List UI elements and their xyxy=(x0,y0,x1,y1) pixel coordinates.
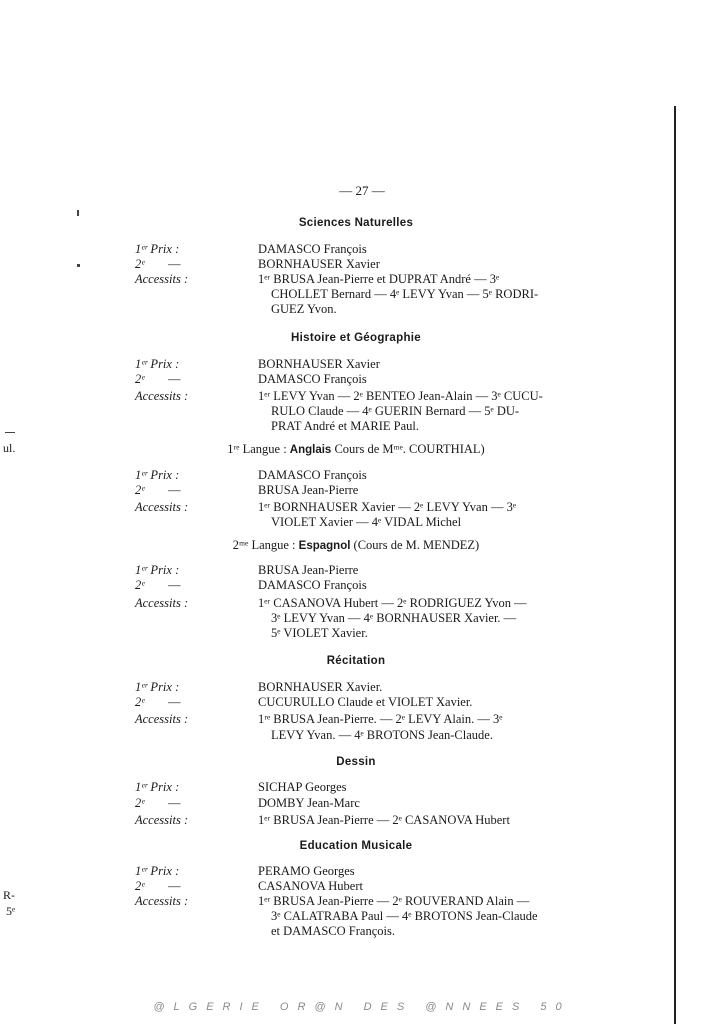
first-prize-row xyxy=(0,562,724,578)
accessits-line: 1ᵉʳ BORNHAUSER Xavier — 2ᵉ LEVY Yvan — 3ᵉ xyxy=(258,500,517,514)
first-prize-row xyxy=(0,356,724,372)
second-prize-dash: — xyxy=(168,483,181,497)
second-prize-row xyxy=(0,371,724,387)
section-title-anglais xyxy=(0,442,712,457)
language-heading-name: Anglais xyxy=(289,444,332,456)
second-prize-winner: CASANOVA Hubert xyxy=(258,879,363,893)
accessits-line: 1ᵉʳ BRUSA Jean-Pierre et DUPRAT André — 3ᵉ xyxy=(258,272,500,286)
accessits-line: VIOLET Xavier — 4ᵉ VIDAL Michel xyxy=(271,515,462,529)
accessits-label: Accessits : xyxy=(135,596,189,610)
accessits-line: 1ᵉʳ BRUSA Jean-Pierre — 2ᵉ ROUVERAND Alain — xyxy=(258,894,530,908)
first-prize-winner: BORNHAUSER Xavier. xyxy=(258,680,383,694)
first-prize-label: 1ᵉʳ Prix : xyxy=(135,242,180,256)
section-title-recitation: Récitation xyxy=(326,655,386,667)
margin-fragment: ul. xyxy=(3,441,16,455)
accessits-line: 3ᵉ LEVY Yvan — 4ᵉ BORNHAUSER Xavier. — xyxy=(271,611,517,625)
accessits-label: Accessits : xyxy=(135,389,189,403)
second-prize-winner: DAMASCO François xyxy=(258,372,367,386)
margin-fragment: 5ᵉ xyxy=(6,904,16,918)
second-prize-label: 2ᵉ xyxy=(135,695,145,709)
first-prize-row xyxy=(0,779,724,795)
accessits-label: Accessits : xyxy=(135,894,189,908)
page-number: — 27 — xyxy=(339,183,385,198)
section-title-dessin: Dessin xyxy=(336,756,376,768)
second-prize-dash: — xyxy=(168,695,181,709)
section-title-sciences-naturelles: Sciences Naturelles xyxy=(298,217,414,229)
second-prize-winner: DOMBY Jean-Marc xyxy=(258,796,360,810)
first-prize-winner: DAMASCO François xyxy=(258,468,367,482)
second-prize-winner: CUCURULLO Claude et VIOLET Xavier. xyxy=(258,695,473,709)
second-prize-dash: — xyxy=(168,796,181,810)
first-prize-winner: SICHAP Georges xyxy=(258,780,347,794)
accessits-line: et DAMASCO François. xyxy=(271,924,395,938)
first-prize-label: 1ᵉʳ Prix : xyxy=(135,680,180,694)
first-prize-winner: PERAMO Georges xyxy=(258,864,355,878)
first-prize-label: 1ᵉʳ Prix : xyxy=(135,864,180,878)
first-prize-label: 1ᵉʳ Prix : xyxy=(135,357,180,371)
accessits-line: GUEZ Yvon. xyxy=(271,302,337,316)
section-title-education-musicale: Education Musicale xyxy=(299,840,413,852)
first-prize-row xyxy=(0,467,724,483)
second-prize-row xyxy=(0,577,724,593)
second-prize-label: 2ᵉ xyxy=(135,796,145,810)
accessits-line: 5ᵉ VIOLET Xavier. xyxy=(271,626,368,640)
accessits-line: 1ᵉʳ LEVY Yvan — 2ᵉ BENTEO Jean-Alain — 3ᵉ CUCU- xyxy=(258,389,543,403)
margin-fragment: R- xyxy=(3,888,15,902)
margin-speck xyxy=(77,264,80,267)
section-title-espagnol xyxy=(0,538,712,553)
second-prize-label: 2ᵉ xyxy=(135,372,145,386)
second-prize-label: 2ᵉ xyxy=(135,257,145,271)
second-prize-label: 2ᵉ xyxy=(135,483,145,497)
section-title-histoire-geographie: Histoire et Géographie xyxy=(291,332,421,344)
accessits-line: 1ʳᵉ BRUSA Jean-Pierre. — 2ᵉ LEVY Alain. — 3ᵉ xyxy=(258,712,503,726)
second-prize-winner: BORNHAUSER Xavier xyxy=(258,257,380,271)
second-prize-winner: DAMASCO François xyxy=(258,578,367,592)
margin-speck xyxy=(77,210,79,216)
footer-watermark: @LGERIE OR@N DES @NNEES 50 xyxy=(153,1001,571,1013)
language-heading-name: Espagnol xyxy=(298,540,351,552)
second-prize-label: 2ᵉ xyxy=(135,879,145,893)
accessits-line: LEVY Yvan. — 4ᵉ BROTONS Jean-Claude. xyxy=(271,728,493,742)
accessits-line: CHOLLET Bernard — 4ᵉ LEVY Yvan — 5ᵉ RODRI- xyxy=(271,287,539,301)
margin-rule xyxy=(5,432,15,433)
second-prize-row xyxy=(0,256,724,272)
first-prize-label: 1ᵉʳ Prix : xyxy=(135,780,180,794)
language-heading-prefix: 2ᵐᵉ Langue : xyxy=(232,538,299,552)
page-edge-rule xyxy=(674,106,676,1024)
accessits-line: 1ᵉʳ CASANOVA Hubert — 2ᵉ RODRIGUEZ Yvon — xyxy=(258,596,527,610)
second-prize-row xyxy=(0,482,724,498)
first-prize-row xyxy=(0,241,724,257)
language-heading-prefix: 1ʳᵉ Langue : xyxy=(227,442,290,456)
accessits-line: 3ᵉ CALATRABA Paul — 4ᵉ BROTONS Jean-Claude xyxy=(271,909,538,923)
second-prize-dash: — xyxy=(168,879,181,893)
accessits-line: PRAT André et MARIE Paul. xyxy=(271,419,420,433)
first-prize-label: 1ᵉʳ Prix : xyxy=(135,468,180,482)
second-prize-dash: — xyxy=(168,372,181,386)
second-prize-row xyxy=(0,878,724,894)
first-prize-winner: DAMASCO François xyxy=(258,242,367,256)
second-prize-row xyxy=(0,694,724,710)
language-heading-suffix: (Cours de M. MENDEZ) xyxy=(350,538,480,552)
language-heading-suffix: Cours de Mᵐᵉ. COURTHIAL) xyxy=(331,442,485,456)
first-prize-row xyxy=(0,679,724,695)
first-prize-winner: BORNHAUSER Xavier xyxy=(258,357,380,371)
first-prize-row xyxy=(0,863,724,879)
first-prize-winner: BRUSA Jean-Pierre xyxy=(258,563,359,577)
accessits-line: RULO Claude — 4ᵉ GUERIN Bernard — 5ᵉ DU- xyxy=(271,404,520,418)
accessits-label: Accessits : xyxy=(135,712,189,726)
second-prize-winner: BRUSA Jean-Pierre xyxy=(258,483,359,497)
second-prize-dash: — xyxy=(168,578,181,592)
accessits-label: Accessits : xyxy=(135,272,189,286)
accessits-label: Accessits : xyxy=(135,813,189,827)
second-prize-label: 2ᵉ xyxy=(135,578,145,592)
first-prize-label: 1ᵉʳ Prix : xyxy=(135,563,180,577)
accessits-line: 1ᵉʳ BRUSA Jean-Pierre — 2ᵉ CASANOVA Hubert xyxy=(258,813,510,827)
accessits-label: Accessits : xyxy=(135,500,189,514)
second-prize-row xyxy=(0,795,724,811)
second-prize-dash: — xyxy=(168,257,181,271)
